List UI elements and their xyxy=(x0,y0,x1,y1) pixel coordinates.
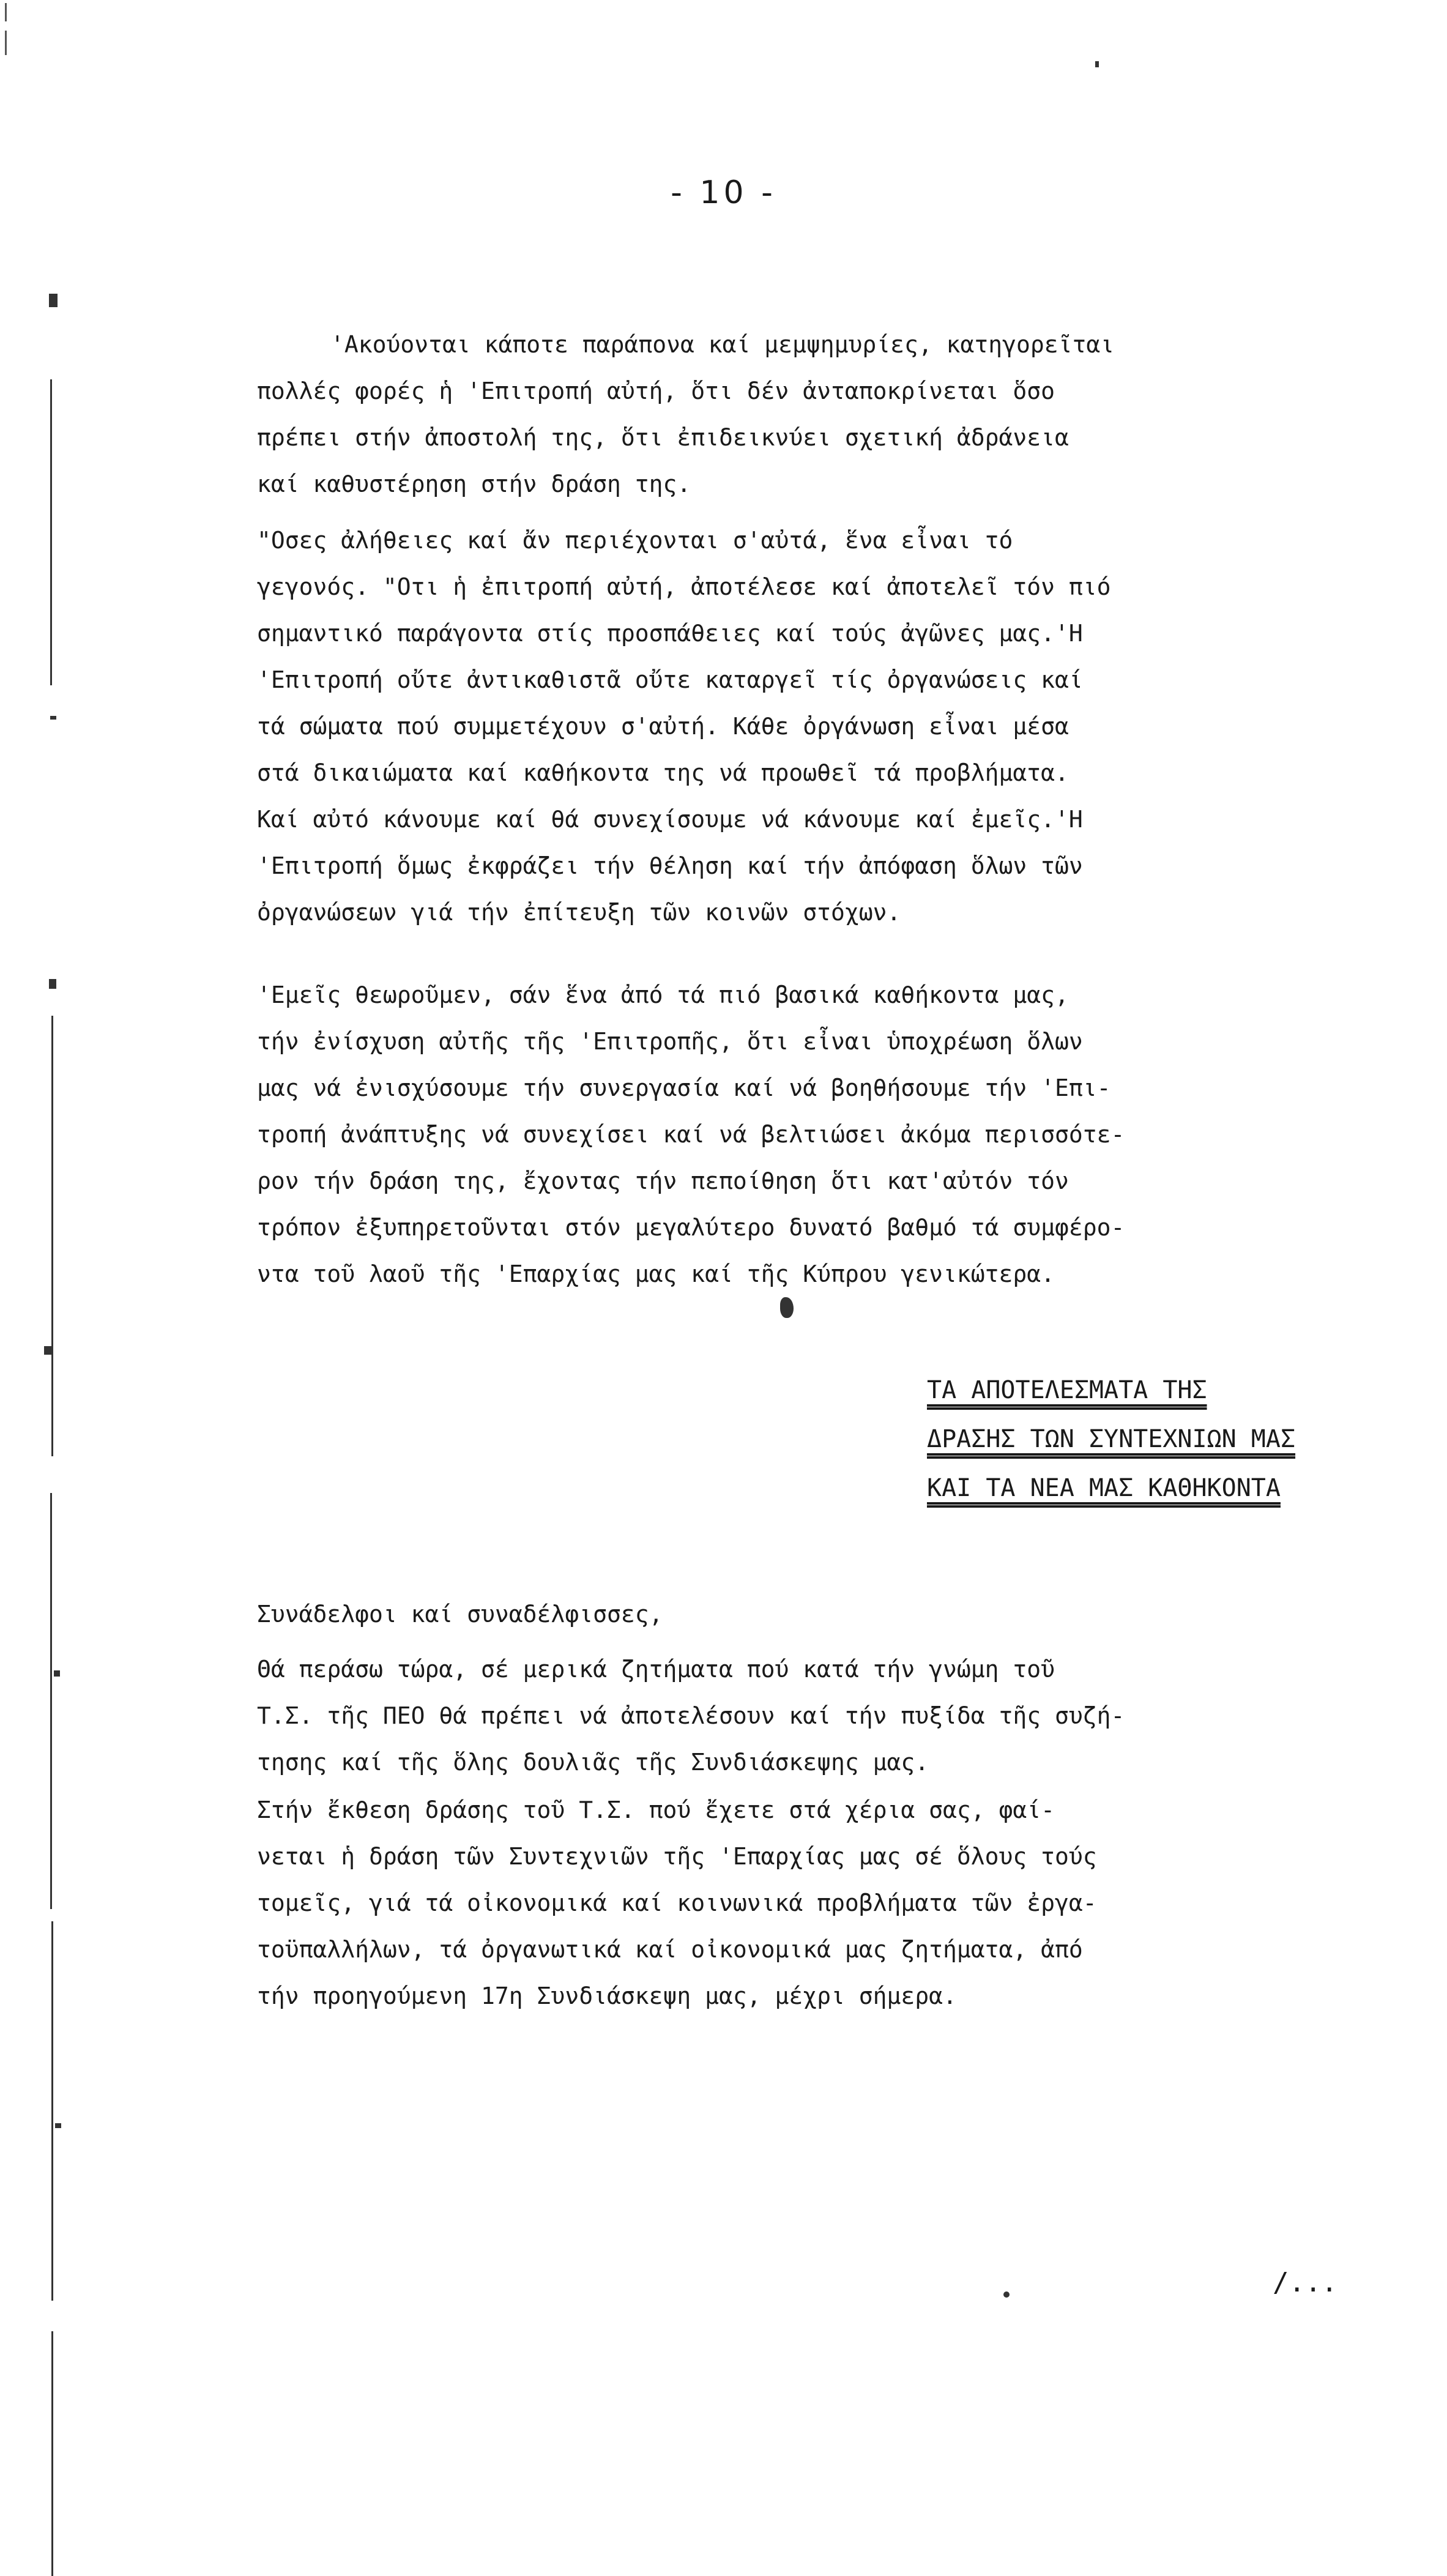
text-line: τήν ἐνίσχυση αὐτῆς τῆς 'Επιτροπῆς, ὅτι εἶναι ὑποχρέωση ὅλων xyxy=(257,1028,1083,1055)
text-line: πρέπει στήν ἀποστολή της, ὅτι ἐπιδεικνύει σχετική ἀδράνεια xyxy=(257,424,1069,451)
salutation-text: Συνάδελφοι καί συναδέλφισσες, xyxy=(257,1601,663,1628)
paragraph-1 xyxy=(257,321,1407,507)
text-line: τησης καί τῆς ὅλης δουλιᾶς τῆς Συνδιάσκεψης μας. xyxy=(257,1749,929,1776)
paragraph-5 xyxy=(257,1787,1407,2019)
heading-line: ΚΑΙ ΤΑ ΝΕΑ ΜΑΣ ΚΑΘΗΚΟΝΤΑ xyxy=(927,1474,1281,1502)
text-line: 'Ακούονται κάποτε παράπονα καί μεμψημυρίες, κατηγορεῖται xyxy=(330,331,1115,358)
text-line: μας νά ἐνισχύσουμε τήν συνεργασία καί νά βοηθήσουμε τήν 'Επι- xyxy=(257,1074,1111,1101)
text-line: σημαντικό παράγοντα στίς προσπάθειες καί τούς ἀγῶνες μας.'Η xyxy=(257,620,1083,647)
salutation xyxy=(257,1591,1407,1637)
heading-line: ΔΡΑΣΗΣ ΤΩΝ ΣΥΝΤΕΧΝΙΩΝ ΜΑΣ xyxy=(927,1425,1296,1453)
page-number: - 10 - xyxy=(671,174,776,211)
text-line: τρόπον ἐξυπηρετοῦνται στόν μεγαλύτερο δυνατό βαθμό τά συμφέρο- xyxy=(257,1214,1125,1241)
text-line: Στήν ἔκθεση δράσης τοῦ Τ.Σ. πού ἔχετε στά χέρια σας, φαί- xyxy=(257,1796,1055,1823)
scan-margin-marks xyxy=(37,294,80,2313)
text-line: στά δικαιώματα καί καθήκοντα της νά προωθεῖ τά προβλήματα. xyxy=(257,759,1069,786)
text-line: τοϋπαλλήλων, τά ὀργανωτικά καί οἰκονομικά μας ζητήματα, ἀπό xyxy=(257,1936,1083,1963)
text-line: "Οσες ἀλήθειες καί ἄν περιέχονται σ'αὐτά, ἕνα εἶναι τό xyxy=(257,527,1013,554)
text-line: ὀργανώσεων γιά τήν ἐπίτευξη τῶν κοινῶν στόχων. xyxy=(257,899,901,926)
text-line: Τ.Σ. τῆς ΠΕΟ θά πρέπει νά ἀποτελέσουν καί τήν πυξίδα τῆς συζή- xyxy=(257,1702,1125,1729)
continuation-mark: /... xyxy=(1273,2267,1337,2298)
text-line: πολλές φορές ἡ 'Επιτροπή αὐτή, ὅτι δέν ἀνταποκρίνεται ὅσο xyxy=(257,378,1055,404)
text-line: τήν προηγούμενη 17η Συνδιάσκεψη μας, μέχρι σήμερα. xyxy=(257,1982,957,2009)
text-line: Θά περάσω τώρα, σέ μερικά ζητήματα πού κατά τήν γνώμη τοῦ xyxy=(257,1656,1055,1683)
text-line: γεγονός. "Οτι ἡ ἐπιτροπή αὐτή, ἀποτέλεσε καί ἀποτελεῖ τόν πιό xyxy=(257,573,1111,600)
text-line: 'Εμεῖς θεωροῦμεν, σάν ἕνα ἀπό τά πιό βασικά καθήκοντα μας, xyxy=(257,981,1069,1008)
paragraph-4 xyxy=(257,1646,1407,1785)
margin-mark xyxy=(0,0,12,67)
paragraph-3 xyxy=(257,972,1407,1297)
text-line: τομεῖς, γιά τά οἰκονομικά καί κοινωνικά προβλήματα τῶν ἐργα- xyxy=(257,1889,1097,1916)
scan-speck xyxy=(1095,61,1099,67)
text-line: Καί αὐτό κάνουμε καί θά συνεχίσουμε νά κάνουμε καί ἐμεῖς.'Η xyxy=(257,806,1083,833)
text-line: νεται ἡ δράση τῶν Συντεχνιῶν τῆς 'Επαρχίας μας σέ ὅλους τούς xyxy=(257,1843,1097,1870)
text-line: 'Επιτροπή οὔτε ἀντικαθιστᾶ οὔτε καταργεῖ τίς ὀργανώσεις καί xyxy=(257,666,1083,693)
text-line: τά σώματα πού συμμετέχουν σ'αὐτή. Κάθε ὀργάνωση εἶναι μέσα xyxy=(257,713,1069,740)
text-line: 'Επιτροπή ὅμως ἐκφράζει τήν θέληση καί τήν ἀπόφαση ὅλων τῶν xyxy=(257,852,1083,879)
text-line: ντα τοῦ λαοῦ τῆς 'Επαρχίας μας καί τῆς Κύπρου γενικώτερα. xyxy=(257,1260,1055,1287)
text-line: ρον τήν δράση της, ἔχοντας τήν πεποίθηση ὅτι κατ'αὐτόν τόν xyxy=(257,1167,1069,1194)
text-line: καί καθυστέρηση στήν δράση της. xyxy=(257,471,691,497)
heading-line: ΤΑ ΑΠΟΤΕΛΕΣΜΑΤΑ ΤΗΣ xyxy=(927,1376,1207,1404)
text-line: τροπή ἀνάπτυξης νά συνεχίσει καί νά βελτιώσει ἀκόμα περισσότε- xyxy=(257,1121,1125,1148)
paragraph-2 xyxy=(257,517,1407,936)
scan-speck xyxy=(780,1297,794,1318)
scan-speck xyxy=(1003,2291,1010,2298)
section-heading xyxy=(927,1366,1404,1513)
